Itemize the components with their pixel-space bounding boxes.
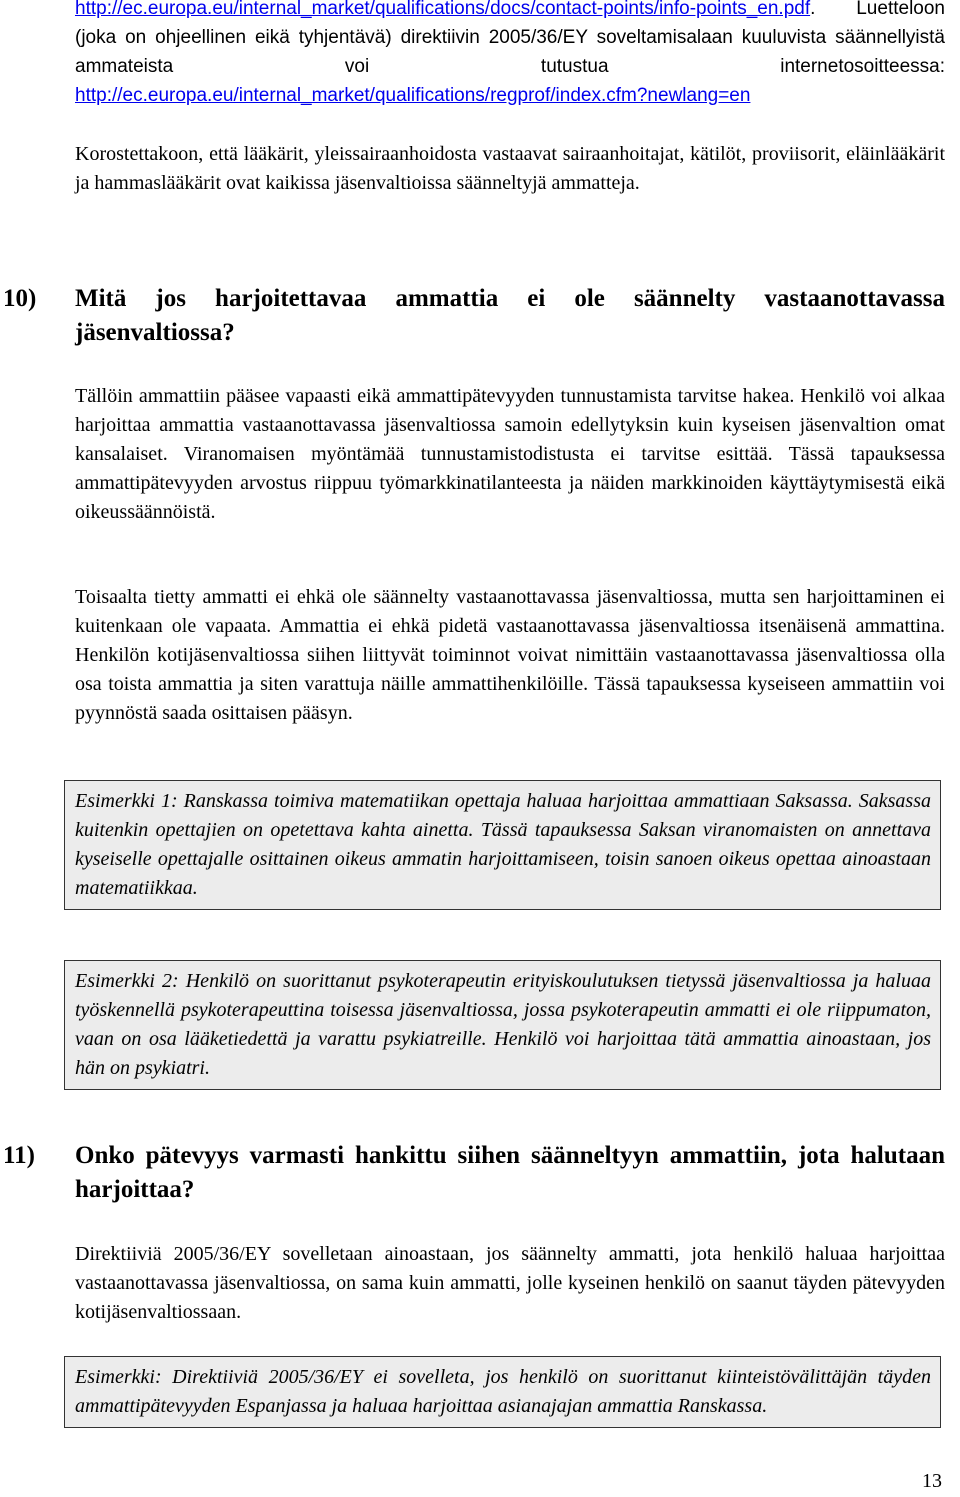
contact-points-link[interactable]: http://ec.europa.eu/internal_market/qualifications/docs/contact-points/info-points_en.pdf bbox=[75, 0, 811, 19]
section-10-title: Mitä jos harjoitettavaa ammattia ei ole säännelty vastaanottavassa jäsenvaltiossa? bbox=[75, 285, 945, 346]
example-1-box: Esimerkki 1: Ranskassa toimiva matematiikan opettaja haluaa harjoittaa ammattiaan Saksassa. Saksassa kuitenkin opettajien on opetettava kahta ainetta. Tässä tapauksessa Saksan viranomaisten on annettava kyseiselle opettajalle osittainen oikeus ammatin harjoittamiseen, toisin sanoen oikeus opettaa ainoastaan matematiikkaa. bbox=[64, 780, 941, 910]
section-10-paragraph-1: Tällöin ammattiin pääsee vapaasti eikä ammattipätevyyden tunnustamista tarvitse hakea. Henkilö voi alkaa harjoittaa ammattia vastaanottavassa jäsenvaltiossa samoin edellytyksin kuin kyseisen jäsenvaltion omat kansalaiset. Viranomaisen myöntämää tunnustamistodistusta ei tarvitse esittää. Tässä tapauksessa ammattipätevyyden arvostus riippuu työmarkkinatilanteesta ja näiden markkinoiden käyttäytymisestä eikä oikeussäännöistä. bbox=[75, 385, 945, 523]
section-11-heading bbox=[0, 1139, 945, 1207]
section-10-paragraph-2: Toisaalta tietty ammatti ei ehkä ole säännelty vastaanottavassa jäsenvaltiossa, mutta sen harjoittaminen ei kuitenkaan ole vapaata. Ammattia ei ehkä pidetä vastaanottavassa jäsenvaltiossa itsenäisenä ammattina. Henkilön kotijäsenvaltiossa siihen liittyvät toiminnot voivat nimittäin vastaanottavassa jäsenvaltiossa olla osa toista ammattia ja siten varattuja näille ammattihenkilöille. Tässä tapauksessa kyseiseen ammattiin voi pyynnöstä saada osittaisen pääsyn. bbox=[75, 586, 945, 724]
regprof-link[interactable]: http://ec.europa.eu/internal_market/qualifications/regprof/index.cfm?newlang=en bbox=[75, 85, 751, 106]
example-3-box: Esimerkki: Direktiiviä 2005/36/EY ei sovelleta, jos henkilö on suorittanut kiinteistövälittäjän täyden ammattipätevyyden Espanjassa ja haluaa harjoittaa asianajajan ammattia Ranskassa. bbox=[64, 1356, 941, 1428]
section-11-title: Onko pätevyys varmasti hankittu siihen säänneltyyn ammattiin, jota halutaan harjoittaa? bbox=[75, 1142, 945, 1203]
page-number: 13 bbox=[922, 1470, 942, 1492]
section-11-paragraph: Direktiiviä 2005/36/EY sovelletaan ainoastaan, jos säännelty ammatti, jota henkilö haluaa harjoittaa vastaanottavassa jäsenvaltiossa, on sama kuin ammatti, jolle kyseinen henkilö on saanut täyden pätevyyden kotijäsenvaltiossaan. bbox=[75, 1243, 945, 1323]
example-2-box: Esimerkki 2: Henkilö on suorittanut psykoterapeutin erityiskoulutuksen tietyssä jäsenvaltiossa ja haluaa työskennellä psykoterapeuttina toisessa jäsenvaltiossa, jossa psykoterapeutin ammatti ei ole riippumaton, vaan on osa lääketiedettä ja varattu psykiatreille. Henkilö voi harjoittaa tätä ammattia ainoastaan, jos hän on psykiatri. bbox=[64, 960, 941, 1090]
intro-text: . Luetteloon (joka on ohjeellinen eikä tyhjentävä) direktiivin 2005/36/EY soveltamisalaan kuuluvista säännellyistä ammateista voi tutustua internetosoitteessa: bbox=[75, 0, 945, 77]
intro-paragraph bbox=[75, 0, 945, 110]
section-10-number: 10) bbox=[3, 285, 37, 312]
section-10-heading bbox=[0, 282, 945, 350]
emphasis-paragraph: Korostettakoon, että lääkärit, yleissairaanhoidosta vastaavat sairaanhoitajat, kätilöt, proviisorit, eläinlääkärit ja hammaslääkärit ovat kaikissa jäsenvaltioissa säänneltyjä ammatteja. bbox=[75, 143, 945, 194]
section-11-number: 11) bbox=[3, 1142, 35, 1169]
